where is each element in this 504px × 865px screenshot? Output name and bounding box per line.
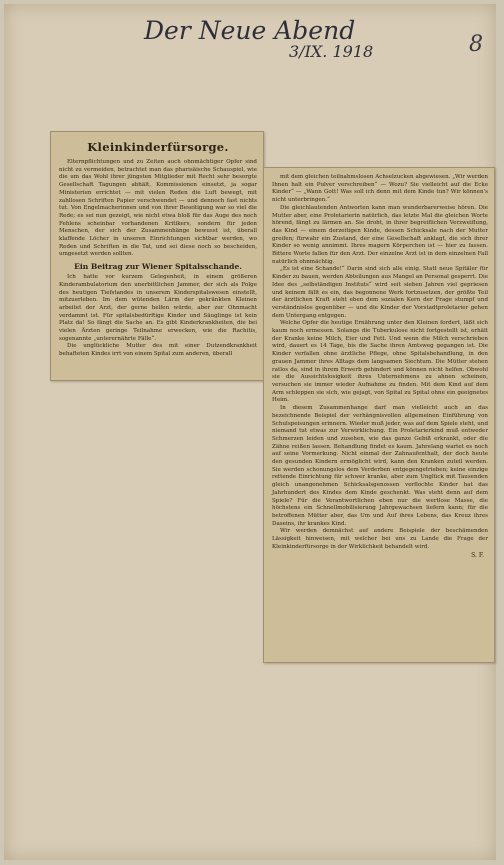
paragraph: „Es ist eine Schande!“ Darin sind sich alle einig. Statt neue Spitäler für Kinder zu bauen, werden Abteilungen aus Mangel an Personal gesperrt. Die Idee des „selbständigen Instituts“ wird seit sieben Jahren viel gepriesen und keinem fällt es ein, das begonnene Werk fortzusetzen, der größte Teil der ärztlichen Kraft steht eben dem sozialen Kern der Frage stumpf und verständnislos gegenüber — und die Kinder der Vorstadtproletarier gehen dem Untergang entgegen. (272, 266, 488, 319)
paragraph: Wir werden demnächst auf andere Beispiele der beschämenden Lässigkeit hinweisen, mit welcher bei uns zu Lande die Frage der Kleinkinderfürsorge in der Wirklichkeit behandelt wird. (272, 528, 488, 550)
handwritten-date: 3/IX. 1918 (289, 42, 374, 61)
paragraph: Die gleichlautenden Antworten kann man wunderbarerweise hören. Die Mutter aber, eine Proletarierin natürlich, das letzte Mal die gleichen Worte hörend, fängt zu lärmen an. Sie droht, in ihrer begreiflichen Verzweiflung, das Kind — einem derzeitigen Kinde, dessen Schicksale nach der Mutter greifen; fürwahr ein Zustand, der eine Gesellschaft anklagt, die sich ihrer Kinder so wenig annimmt. Ihres magern Körperchen ist — hier zu fassen. Bittere Worte fallen für den Arzt. Der einzelne Arzt ist in dem einzelnen Fall natürlich ohnmächtig. (272, 204, 488, 265)
article-headline: Kleinkinderfürsorge. (87, 140, 229, 154)
paragraph: Welche Opfer die heutige Ernährung unter den Kleinen fordert, läßt sich kaum noch ermessen. Solange die Tuberkulose nicht fortgestellt ist, erhält der Kranke keine Milch, Eier und Fett. Und wenn die Milch verschrieben wird, dauert es 14 Tage, bis die Sache ihren Amtsweg gegangen ist. Die Kinder verfallen ohne ärztliche Pflege, ohne Spitalsbehandlung, in den grauen Jammer ihres Alltags dem langsamen Siechtum. Die Mütter stehen ratlos da, sind in ihrem Erwerb gehindert und können nicht helfen. Obwohl sie die Aussichtslosigkeit ihres Unternehmens zu ahnen scheinen, versuchen sie immer wieder Aufnahme zu finden. Mit dem Kind auf dem Arm schleppen sie sich, wie gejagt, von Spital zu Spital ohne ein geeignetes Heim. (272, 320, 488, 404)
author-signature: S. F. (471, 552, 484, 560)
article-subheading: Ein Beitrag zur Wiener Spitalsschande. (74, 262, 242, 272)
paragraph: Die unglückliche Mutter des mit einer Dutzendkrankheit behafteten Kindes irrt von einem Spital zum anderen, überall (59, 343, 257, 358)
paragraph: Elternpflichtungen und zu Zeiten auch ohnmächtiger Opfer sind nicht zu vermeiden, betrachtet man das pharisäische Schauspiel, wie die um das Wohl ihrer jüngsten Mitglieder mit Recht sehr besorgte Gesellschaft Tagungen abhält, Kommissionen einsetzt, ja sogar Ministerien errichtet — mit vielen Reden die Luft bewegt, mit zahllosen Schriften Papier verschwendet — und dennoch fast nichts tut. Von Engelmacherinnen und von ihrer Beseitigung war so viel die Rede; es sei nun gezeigt, wie nicht etwa bloß für das Auge des noch Fehlens scheinbar vorhandenen Kritikers, sondern für jeden Menschen, der sich der Zusammenhänge bewusst ist, überall klaffende Löcher in unseren Einrichtungen sichtbar werden, wo Reden und Schriften in die Tat, und sei diese noch so bescheiden, umgesetzt werden sollten. (59, 159, 257, 258)
clipping-right-column (263, 167, 495, 663)
archive-number: 8 (469, 32, 483, 57)
paragraph: In diesem Zusammenhange darf man vielleicht auch an das bezeichnende Beispiel der verhängnisvollen allgemeinen Einführung von Schulspeisungen erinnern. Wieder muß jeder, was auf dem Spiele steht, und niemand tut etwas zur Verwirklichung. Ein Proletarierkind muß entweder Schmerzen leiden und zusehen, wie das ganze Gebiß erkrankt, oder die Zähne reißen lassen. Behandlung findet es kaum. Jahrelang wartet es noch auf seine Vormerkung. Nicht einmal der Zahnaufenthalt, der doch heute den gesunden Kindern ermöglicht wird, kann den Kranken zuteil werden. Sie werden schonungslos dem Verderben entgegengetrieben; keine einzige rettende Einrichtung für schwer kranke, aber zum Unglück mit Tausenden gleich unangenehmen Schicksalsgenossen verflochte Kinder hat das Jahrhundert des Kindes dem Kinde geschenkt. Was steht denn auf dem Spiele? Für die Verantwortlichen eben nur die wertlose Masse, die höchstens ein Schnellmobilisierung Jahrgewachsen liefern kann; für die betroffenen Mütter aber, das Um und Auf ihres Lebens, das Kreuz ihres Daseins, ihr krankes Kind. (272, 405, 488, 527)
clipping-left-column (50, 131, 264, 381)
paragraph: mit dem gleichen teilnahmslosen Achselzucken abgewiesen. „Wir werden Ihnen halt ein Pulver verschreiben“ — Wozu? Sie vielleicht auf die Ecke Kinder“ — „Wann Gott! Was soll ich denn mit dem Kinde tun? Wir können's nicht unterbringen.“ (272, 174, 488, 204)
handwritten-title: Der Neue Abend (144, 16, 356, 45)
paragraph: Ich hatte vor kurzem Gelegenheit, in einem größeren Kinderambulatorium den unerbittlichen Jammer, der sich als Folge des heutigen Tiefstandes in unserem Kinderspitalswesen einstellt, mitzuerleben. Im dem wütenden Lärm der gekränkten Kleinen arbeitet der Arzt, der gerne helfen würde, aber zur Ohnmacht verdammt ist. Für spitalsbedürftige Kinder und Säuglinge ist kein Platz da! So fängt die Sache an. Es gibt Kinderkrankheiten, die bei vielen Ärzten geringe Teilnahme erwecken, wie die Rachitis, sogenannte „unterernährte Fälle“. (59, 274, 257, 342)
